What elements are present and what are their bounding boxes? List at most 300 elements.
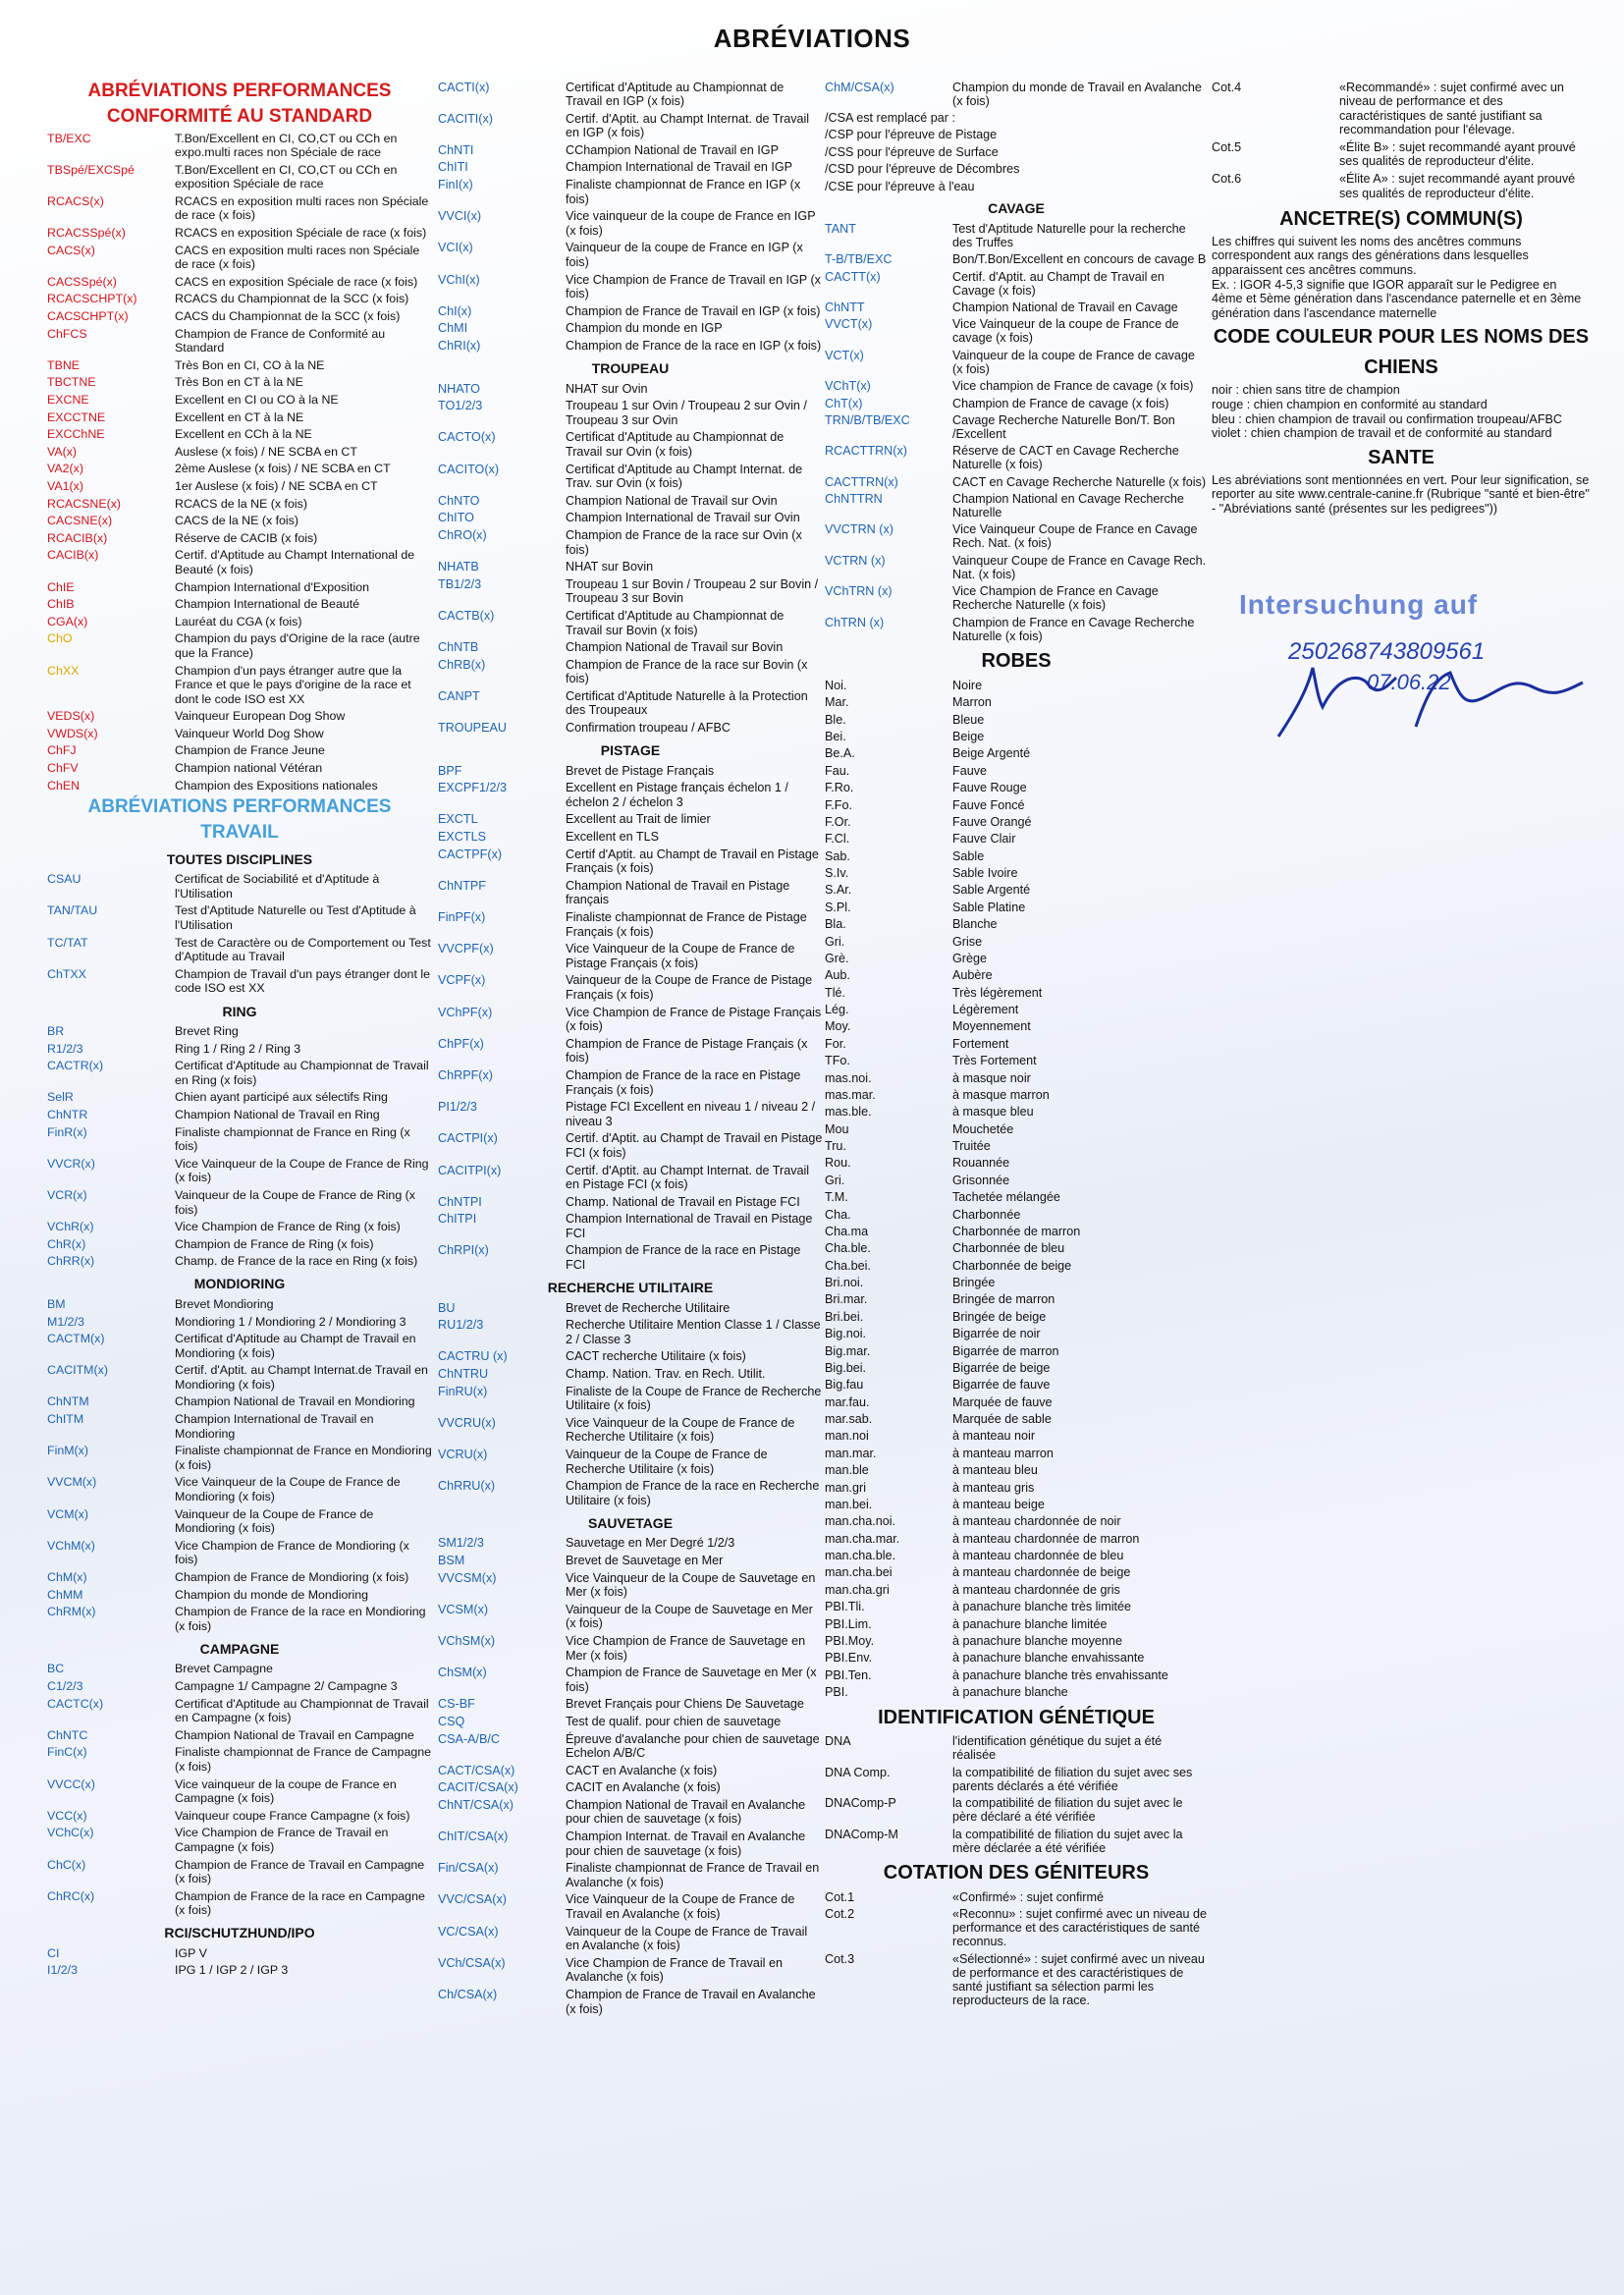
abbreviation-code: VCSM(x) bbox=[438, 1602, 489, 1616]
abbreviation-meaning: IGP V bbox=[175, 1945, 207, 1960]
abbreviation-meaning: la compatibilité de filiation du sujet avec le père déclaré a été vérifiée bbox=[952, 1796, 1183, 1825]
abbreviation-row bbox=[47, 1443, 432, 1474]
abbreviation-meaning: à panachure blanche bbox=[952, 1685, 1068, 1700]
abbreviation-row bbox=[825, 1274, 1208, 1290]
subsection-heading: RECHERCHE UTILITAIRE bbox=[547, 1280, 714, 1296]
abbreviation-meaning: Grisonnée bbox=[952, 1173, 1010, 1187]
abbreviation-row bbox=[825, 1826, 1208, 1856]
abbreviation-code: Tlé. bbox=[825, 985, 845, 1000]
abbreviation-code: mar.fau. bbox=[825, 1394, 870, 1409]
abbreviation-meaning: Bleue bbox=[952, 712, 985, 727]
abbreviation-meaning: Vice Champion de France de Travail en Avalanche (x fois) bbox=[566, 1955, 783, 1985]
abbreviation-row bbox=[825, 813, 1208, 830]
abbreviation-row bbox=[825, 1172, 1208, 1188]
abbreviation-row bbox=[825, 1257, 1208, 1274]
abbreviation-row bbox=[825, 1906, 1208, 1950]
abbreviation-code: man.gri bbox=[825, 1480, 866, 1495]
abbreviation-code: ChM(x) bbox=[47, 1570, 87, 1584]
abbreviation-row bbox=[47, 934, 432, 965]
abbreviation-meaning: à masque noir bbox=[952, 1070, 1031, 1085]
abbreviation-row bbox=[438, 271, 823, 302]
abbreviation-code: VVCRU(x) bbox=[438, 1415, 496, 1430]
abbreviation-meaning: à manteau chardonnée de marron bbox=[952, 1531, 1140, 1546]
abbreviation-meaning: à masque bleu bbox=[952, 1105, 1034, 1120]
abbreviation-row bbox=[438, 607, 823, 638]
abbreviation-row bbox=[47, 1744, 432, 1776]
abbreviation-row bbox=[438, 1730, 823, 1762]
abbreviation-row bbox=[47, 1726, 432, 1744]
abbreviation-code: F.Or. bbox=[825, 814, 851, 829]
abbreviation-row bbox=[47, 1295, 432, 1313]
abbreviation-code: ChO bbox=[47, 631, 73, 646]
abbreviation-row bbox=[825, 552, 1208, 582]
abbreviation-meaning: Tachetée mélangée bbox=[952, 1190, 1060, 1205]
abbreviation-meaning bbox=[979, 180, 1208, 193]
abbreviation-code: ChNTR bbox=[47, 1107, 88, 1121]
abbreviation-row bbox=[47, 662, 432, 708]
abbreviation-code: mas.mar. bbox=[825, 1087, 876, 1102]
abbreviation-meaning: à manteau chardonnée de gris bbox=[952, 1582, 1120, 1597]
abbreviation-row bbox=[825, 1950, 1208, 2008]
abbreviation-meaning: Certif. d'Aptitude au Champt International de Beauté (x fois) bbox=[175, 548, 415, 576]
abbreviation-row bbox=[438, 559, 823, 576]
abbreviation-meaning: Vainqueur de la Coupe de France de Travail en Avalanche (x fois) bbox=[566, 1924, 808, 1953]
abbreviation-meaning: Champion National de Travail en Cavage bbox=[952, 301, 1178, 315]
abbreviation-row bbox=[438, 338, 823, 355]
abbreviation-code: VChR(x) bbox=[47, 1220, 94, 1234]
abbreviation-code: ChI(x) bbox=[438, 303, 472, 318]
abbreviation-row bbox=[438, 159, 823, 177]
abbreviation-code: Cha.ma bbox=[825, 1224, 869, 1238]
section-heading: ABRÉVIATIONS PERFORMANCES bbox=[87, 795, 392, 817]
abbreviation-code: ChITM bbox=[47, 1412, 84, 1427]
abbreviation-code: /CSE pour l'épreuve à l'eau bbox=[825, 179, 975, 193]
abbreviation-row bbox=[438, 429, 823, 461]
abbreviation-meaning: à manteau chardonnée de beige bbox=[952, 1565, 1131, 1580]
abbreviation-code: ChFV bbox=[47, 761, 79, 776]
abbreviation-row bbox=[825, 268, 1208, 299]
abbreviation-row bbox=[47, 495, 432, 513]
abbreviation-meaning: 2ème Auslese (x fois) / NE SCBA en CT bbox=[175, 462, 391, 476]
abbreviation-meaning: Marron bbox=[952, 695, 992, 710]
abbreviation-code: ChNTM bbox=[47, 1394, 89, 1409]
abbreviation-row bbox=[825, 1104, 1208, 1120]
abbreviation-code: Moy. bbox=[825, 1019, 851, 1034]
abbreviation-meaning: Certificat d'Aptitude au Championnat de Travail en Campagne (x fois) bbox=[175, 1696, 429, 1725]
abbreviation-meaning: RCACS de la NE (x fois) bbox=[175, 496, 307, 511]
abbreviation-meaning: Champion de France en Cavage Recherche Naturelle (x fois) bbox=[952, 615, 1195, 643]
abbreviation-row bbox=[438, 1696, 823, 1714]
abbreviation-meaning: Certif. d'Aptit. au Champt Internat.de Travail en Mondioring (x fois) bbox=[175, 1363, 428, 1392]
abbreviation-code: PI1/2/3 bbox=[438, 1100, 477, 1115]
abbreviation-meaning: Finaliste de la Coupe de France de Recherche Utilitaire (x fois) bbox=[566, 1384, 822, 1413]
abbreviation-row bbox=[825, 1581, 1208, 1598]
abbreviation-code: Mar. bbox=[825, 695, 849, 710]
abbreviation-row bbox=[825, 521, 1208, 552]
abbreviation-code: PBI. bbox=[825, 1685, 848, 1700]
abbreviation-code: EXCNE bbox=[47, 393, 89, 407]
abbreviation-row bbox=[1212, 79, 1591, 138]
abbreviation-row bbox=[438, 79, 823, 110]
abbreviation-meaning: Test d'Aptitude Naturelle pour la recherche des Truffes bbox=[952, 221, 1186, 249]
abbreviation-code: VCR(x) bbox=[47, 1187, 87, 1202]
abbreviation-meaning: Vice Champion de France de Mondioring (x fois) bbox=[175, 1538, 409, 1567]
abbreviation-row bbox=[47, 578, 432, 596]
abbreviation-code: CACTO(x) bbox=[438, 430, 496, 445]
abbreviation-code: Ch/CSA(x) bbox=[438, 1988, 498, 2001]
abbreviation-row bbox=[825, 1445, 1208, 1461]
abbreviation-meaning: Vainqueur World Dog Show bbox=[175, 726, 324, 740]
abbreviation-row bbox=[47, 225, 432, 243]
abbreviation-code: VVCC(x) bbox=[47, 1776, 95, 1791]
abbreviation-code: EXCCTNE bbox=[47, 410, 106, 424]
abbreviation-meaning: Vainqueur de la coupe de France en IGP (x fois) bbox=[566, 241, 803, 270]
abbreviation-code: TO1/2/3 bbox=[438, 399, 483, 413]
abbreviation-code: RCACIB(x) bbox=[47, 530, 108, 545]
abbreviation-meaning: Champion de France de la race sur Bovin (x fois) bbox=[566, 657, 808, 686]
abbreviation-code: Rou. bbox=[825, 1156, 851, 1171]
abbreviation-row bbox=[825, 1733, 1208, 1764]
abbreviation-code: EXCChNE bbox=[47, 427, 105, 442]
abbreviation-meaning: Vice Vainqueur de la Coupe de France de Mondioring (x fois) bbox=[175, 1475, 401, 1504]
abbreviation-code: NHATO bbox=[438, 381, 480, 396]
subsection-heading: SAUVETAGE bbox=[587, 1514, 674, 1531]
abbreviation-code: TRN/B/TB/EXC bbox=[825, 412, 910, 427]
abbreviation-row bbox=[825, 1410, 1208, 1427]
abbreviation-code: CACITI(x) bbox=[438, 111, 493, 126]
abbreviation-meaning: Grise bbox=[952, 934, 983, 949]
abbreviation-meaning: Certif d'Aptit. au Champt de Travail en Pistage Français (x fois) bbox=[566, 847, 819, 876]
abbreviation-row bbox=[825, 1326, 1208, 1342]
abbreviation-code: PBI.Env. bbox=[825, 1651, 873, 1666]
section-heading: ROBES bbox=[981, 650, 1052, 673]
abbreviation-row bbox=[825, 1155, 1208, 1172]
abbreviation-meaning: Brevet Français pour Chiens De Sauvetage bbox=[566, 1697, 804, 1712]
abbreviation-row bbox=[438, 656, 823, 687]
abbreviation-code: T.M. bbox=[825, 1190, 848, 1205]
abbreviation-code: CI bbox=[47, 1945, 60, 1960]
abbreviation-meaning: Blanche bbox=[952, 917, 998, 932]
abbreviation-meaning: la compatibilité de filiation du sujet avec ses parents déclarés a été vérifiée bbox=[952, 1765, 1193, 1793]
abbreviation-meaning: Sable bbox=[952, 848, 985, 863]
abbreviation-meaning: Finaliste championnat de France de Travail en Avalanche (x fois) bbox=[566, 1861, 820, 1889]
abbreviation-code: Fau. bbox=[825, 763, 850, 778]
abbreviation-meaning: Charbonnée de beige bbox=[952, 1258, 1072, 1273]
abbreviation-row bbox=[47, 1123, 432, 1155]
abbreviation-meaning: Aubère bbox=[952, 968, 993, 983]
abbreviation-row bbox=[825, 847, 1208, 864]
abbreviation-row bbox=[438, 510, 823, 527]
abbreviation-meaning: Vainqueur de la Coupe de France de Ring (x fois) bbox=[175, 1187, 415, 1217]
abbreviation-row bbox=[825, 220, 1208, 250]
abbreviation-row bbox=[47, 192, 432, 224]
abbreviation-row bbox=[825, 1479, 1208, 1496]
abbreviation-code: F.Cl. bbox=[825, 832, 850, 847]
column-3 bbox=[825, 79, 1208, 2008]
abbreviation-meaning: Champion de France de cavage (x fois) bbox=[952, 396, 1169, 410]
abbreviation-code: VCT(x) bbox=[825, 348, 864, 362]
abbreviation-meaning: Certif. d'Aptit. au Champt Internat. de Travail en Pistage FCI (x fois) bbox=[566, 1163, 810, 1192]
abbreviation-code: Aub. bbox=[825, 968, 850, 983]
abbreviation-code: CACTPI(x) bbox=[438, 1131, 498, 1146]
abbreviation-row bbox=[825, 1650, 1208, 1667]
abbreviation-meaning: CACT en Cavage Recherche Naturelle (x fois) bbox=[952, 474, 1207, 489]
abbreviation-meaning: Brevet Campagne bbox=[175, 1662, 273, 1676]
abbreviation-row bbox=[47, 242, 432, 273]
abbreviation-row bbox=[825, 1137, 1208, 1154]
abbreviation-meaning: Certif. d'Aptit. au Champt de Travail en Cavage (x fois) bbox=[952, 269, 1164, 298]
abbreviation-meaning: Champion National de Travail en Avalanche pour chien de sauvetage (x fois) bbox=[566, 1797, 806, 1827]
abbreviation-meaning: à masque marron bbox=[952, 1087, 1050, 1102]
abbreviation-code: RCACSNE(x) bbox=[47, 496, 122, 511]
abbreviation-meaning: Champion de France de Sauvetage en Mer (x fois) bbox=[566, 1666, 817, 1694]
abbreviation-row bbox=[438, 1552, 823, 1569]
abbreviation-meaning: Charbonnée de marron bbox=[952, 1224, 1081, 1238]
abbreviation-meaning: Moyennement bbox=[952, 1019, 1031, 1034]
abbreviation-code: CACIB(x) bbox=[47, 548, 99, 563]
abbreviation-meaning: la compatibilité de filiation du sujet avec la mère déclarée a été vérifiée bbox=[952, 1827, 1183, 1855]
abbreviation-row bbox=[47, 409, 432, 426]
abbreviation-row bbox=[47, 1825, 432, 1856]
abbreviation-row bbox=[825, 1795, 1208, 1826]
abbreviation-row bbox=[438, 1535, 823, 1553]
abbreviation-row bbox=[47, 1155, 432, 1186]
abbreviation-row bbox=[825, 1223, 1208, 1239]
abbreviation-code: EXCPF1/2/3 bbox=[438, 781, 507, 795]
abbreviation-row bbox=[825, 1053, 1208, 1069]
abbreviation-meaning: à manteau gris bbox=[952, 1480, 1035, 1495]
abbreviation-meaning: «Recommandé» : sujet confirmé avec un niveau de performance et des caractéristiques de santé justifiant sa recommandation pour l'élevage. bbox=[1339, 80, 1564, 137]
abbreviation-row bbox=[47, 1331, 432, 1362]
abbreviation-code: Bei. bbox=[825, 730, 846, 744]
subsection-heading: CAVAGE bbox=[988, 200, 1045, 217]
abbreviation-meaning: Vice Vainqueur de la Coupe de France de Pistage Français (x fois) bbox=[566, 942, 795, 970]
abbreviation-meaning: Ring 1 / Ring 2 / Ring 3 bbox=[175, 1041, 301, 1056]
abbreviation-meaning: Champion Internat. de Travail en Avalanche pour chien de sauvetage (x fois) bbox=[566, 1830, 806, 1858]
abbreviation-row bbox=[825, 1086, 1208, 1103]
abbreviation-meaning: Champion de France de la race en Pistage FCI bbox=[566, 1243, 801, 1273]
abbreviation-code: ChRB(x) bbox=[438, 657, 486, 672]
abbreviation-row bbox=[47, 1393, 432, 1411]
abbreviation-meaning: Troupeau 1 sur Ovin / Troupeau 2 sur Ovin / Troupeau 3 sur Ovin bbox=[566, 399, 807, 427]
abbreviation-code: Big.noi. bbox=[825, 1327, 867, 1341]
abbreviation-row bbox=[438, 687, 823, 719]
abbreviation-code: ChRPI(x) bbox=[438, 1243, 489, 1258]
abbreviation-code: RCACTTRN(x) bbox=[825, 444, 907, 459]
abbreviation-row bbox=[438, 1211, 823, 1242]
abbreviation-row bbox=[47, 1807, 432, 1825]
abbreviation-meaning: Champion National de Travail en Ring bbox=[175, 1107, 380, 1121]
abbreviation-code: TROUPEAU bbox=[438, 721, 507, 736]
abbreviation-row bbox=[825, 411, 1208, 442]
abbreviation-code: CACITO(x) bbox=[438, 462, 500, 476]
abbreviation-code: VCPF(x) bbox=[438, 973, 486, 988]
abbreviation-code: VA(x) bbox=[47, 444, 78, 459]
abbreviation-row bbox=[825, 899, 1208, 915]
abbreviation-code: Mou bbox=[825, 1121, 849, 1136]
abbreviation-row bbox=[47, 742, 432, 760]
section-heading: IDENTIFICATION GÉNÉTIQUE bbox=[878, 1706, 1155, 1728]
abbreviation-meaning: Champion de France de la race en IGP (x fois) bbox=[566, 339, 822, 353]
abbreviation-meaning: Certificat d'Aptitude au Champt de Travail en Mondioring (x fois) bbox=[175, 1332, 416, 1360]
abbreviation-meaning: Très Fortement bbox=[952, 1054, 1037, 1068]
abbreviation-row bbox=[825, 614, 1208, 644]
abbreviation-meaning bbox=[1002, 145, 1208, 159]
abbreviation-code: ChXX bbox=[47, 663, 80, 678]
abbreviation-code: ChNTI bbox=[438, 142, 474, 157]
abbreviation-code: Cot.1 bbox=[825, 1889, 855, 1904]
abbreviation-code: VChSM(x) bbox=[438, 1633, 496, 1648]
abbreviation-code: ChNTPI bbox=[438, 1194, 482, 1209]
abbreviation-row bbox=[825, 1120, 1208, 1137]
abbreviation-row bbox=[438, 302, 823, 320]
abbreviation-code: ChFJ bbox=[47, 743, 77, 758]
abbreviation-code: PBI.Ten. bbox=[825, 1667, 872, 1682]
abbreviation-meaning: l'identification génétique du sujet a été réalisée bbox=[952, 1734, 1163, 1763]
abbreviation-row bbox=[438, 1348, 823, 1366]
abbreviation-code: VChT(x) bbox=[825, 379, 871, 394]
abbreviation-row bbox=[438, 1665, 823, 1696]
abbreviation-row bbox=[438, 1299, 823, 1317]
abbreviation-meaning: Excellent en CI ou CO à la NE bbox=[175, 393, 339, 407]
abbreviation-meaning: Mondioring 1 / Mondioring 2 / Mondioring 3 bbox=[175, 1314, 406, 1329]
abbreviation-code: Bri.bei. bbox=[825, 1309, 864, 1324]
section-heading: CONFORMITÉ AU STANDARD bbox=[106, 106, 373, 127]
abbreviation-row bbox=[825, 967, 1208, 984]
abbreviation-row bbox=[47, 1856, 432, 1887]
abbreviation-row bbox=[438, 1066, 823, 1098]
health-note: Les abréviations sont mentionnées en vert. Pour leur signification, se reporter au site www.centrale-canine.fr (Rubrique "santé et bien-être" - "Abréviations santé (présentes sur les pedigrees")) bbox=[1212, 472, 1590, 516]
abbreviation-meaning: Vice Vainqueur de la Coupe de France de Travail en Avalanche (x fois) bbox=[566, 1892, 795, 1922]
column-4 bbox=[1212, 79, 1591, 516]
abbreviation-row bbox=[47, 1944, 432, 1962]
abbreviation-row bbox=[47, 1586, 432, 1604]
abbreviation-code: ChEN bbox=[47, 778, 81, 792]
abbreviation-meaning: Excellent en TLS bbox=[566, 830, 659, 845]
abbreviation-row bbox=[47, 547, 432, 578]
abbreviation-row bbox=[438, 398, 823, 429]
abbreviation-meaning: «Reconnu» : sujet confirmé avec un niveau de performance et des caractéristiques de santé reconnus. bbox=[952, 1907, 1208, 1949]
abbreviation-meaning: CACT recherche Utilitaire (x fois) bbox=[566, 1349, 746, 1364]
abbreviation-meaning: Champion de France de Conformité au Standard bbox=[175, 326, 386, 355]
abbreviation-row bbox=[47, 1411, 432, 1443]
abbreviation-code: Lég. bbox=[825, 1003, 849, 1017]
abbreviation-code: Tru. bbox=[825, 1139, 846, 1154]
abbreviation-row bbox=[438, 1632, 823, 1664]
abbreviation-meaning: Champion National de Travail sur Ovin bbox=[566, 493, 778, 508]
abbreviation-row bbox=[438, 780, 823, 811]
abbreviation-meaning: Cavage Recherche Naturelle Bon/T. Bon /Excellent bbox=[952, 412, 1175, 441]
abbreviation-row bbox=[825, 1001, 1208, 1017]
abbreviation-meaning: Brevet de Sauvetage en Mer bbox=[566, 1553, 724, 1567]
subsection-heading: CAMPAGNE bbox=[199, 1640, 280, 1657]
abbreviation-meaning: Bringée de beige bbox=[952, 1309, 1047, 1324]
abbreviation-row bbox=[438, 208, 823, 240]
abbreviation-meaning: Vice Champion de France de Travail en IGP (x fois) bbox=[566, 272, 821, 301]
abbreviation-row bbox=[47, 1089, 432, 1107]
ancestor-example: Ex. : IGOR 4-5,3 signifie que IGOR apparaît sur le Pedigree en 4ème et 5ème génération dans l'ascendance paternelle et en 3ème génération dans l'ascendance maternelle bbox=[1212, 277, 1582, 320]
abbreviation-code: TAN/TAU bbox=[47, 903, 98, 918]
abbreviation-row bbox=[825, 1615, 1208, 1632]
ancestor-note: Les chiffres qui suivent les noms des ancêtres communs correspondent aux rangs des générations dans lesquelles apparaissent ces ancêtres communs. bbox=[1212, 234, 1529, 277]
abbreviation-code: VVCR(x) bbox=[47, 1156, 95, 1171]
abbreviation-meaning: CACS en exposition multi races non Spéciale de race (x fois) bbox=[175, 243, 420, 272]
abbreviation-meaning: Brevet Ring bbox=[175, 1024, 239, 1038]
abbreviation-code: M1/2/3 bbox=[47, 1314, 84, 1329]
subsection-heading: MONDIORING bbox=[193, 1276, 286, 1292]
abbreviation-code: F.Ro. bbox=[825, 781, 854, 795]
abbreviation-row bbox=[825, 916, 1208, 933]
abbreviation-code: Cot.3 bbox=[825, 1951, 855, 1966]
section-heading: COTATION DES GÉNITEURS bbox=[883, 1862, 1150, 1885]
abbreviation-row bbox=[47, 596, 432, 614]
abbreviation-row bbox=[825, 1496, 1208, 1512]
abbreviation-meaning: Lauréat du CGA (x fois) bbox=[175, 614, 302, 628]
abbreviation-code: ChRI(x) bbox=[438, 339, 481, 353]
abbreviation-meaning: «Confirmé» : sujet confirmé bbox=[952, 1889, 1104, 1904]
abbreviation-meaning: Finaliste championnat de France de Pistage Français (x fois) bbox=[566, 910, 807, 939]
abbreviation-code: BR bbox=[47, 1024, 65, 1038]
abbreviation-row bbox=[825, 316, 1208, 347]
abbreviation-meaning: NHAT sur Ovin bbox=[566, 381, 648, 396]
abbreviation-row bbox=[438, 941, 823, 972]
abbreviation-code: CACTM(x) bbox=[47, 1332, 105, 1346]
abbreviation-code: /CSA est remplacé par : bbox=[825, 111, 955, 126]
abbreviation-row bbox=[825, 490, 1208, 520]
abbreviation-code: EXCTL bbox=[438, 812, 478, 827]
abbreviation-row bbox=[825, 780, 1208, 796]
abbreviation-row bbox=[825, 1069, 1208, 1086]
abbreviation-row bbox=[47, 477, 432, 495]
abbreviation-meaning: Vice Champion de France de Travail en Campagne (x fois) bbox=[175, 1826, 389, 1854]
abbreviation-meaning: Truitée bbox=[952, 1139, 991, 1154]
stamp-date: 07.06.22 bbox=[1367, 670, 1451, 694]
abbreviation-row bbox=[438, 1162, 823, 1193]
abbreviation-code: ChRRU(x) bbox=[438, 1479, 496, 1494]
abbreviation-code: VVCPF(x) bbox=[438, 942, 494, 956]
abbreviation-row bbox=[825, 583, 1208, 614]
abbreviation-row bbox=[438, 240, 823, 271]
abbreviation-meaning: Bringée de marron bbox=[952, 1292, 1056, 1307]
abbreviation-code: S.Ar. bbox=[825, 883, 852, 898]
abbreviation-row bbox=[438, 380, 823, 398]
abbreviation-row bbox=[825, 762, 1208, 779]
abbreviation-code: Bri.mar. bbox=[825, 1292, 868, 1307]
abbreviation-code: VVCI(x) bbox=[438, 209, 482, 224]
abbreviation-meaning: Certificat d'Aptitude au Championnat de Travail sur Bovin (x fois) bbox=[566, 608, 785, 637]
abbreviation-meaning: Certificat de Sociabilité et d'Aptitude à l'Utilisation bbox=[175, 872, 380, 901]
abbreviation-meaning: Charbonnée de bleu bbox=[952, 1241, 1065, 1256]
abbreviation-row bbox=[825, 864, 1208, 881]
abbreviation-row bbox=[825, 1018, 1208, 1035]
abbreviation-code: ChTRN (x) bbox=[825, 615, 885, 629]
abbreviation-code: ChMM bbox=[47, 1587, 83, 1602]
abbreviation-row bbox=[438, 1130, 823, 1162]
abbreviation-row bbox=[825, 1393, 1208, 1410]
abbreviation-meaning: Champion International de Travail en Pistage FCI bbox=[566, 1212, 813, 1240]
color-code-line: rouge : chien champion en conformité au standard bbox=[1212, 397, 1488, 411]
abbreviation-meaning: Beige bbox=[952, 730, 985, 744]
abbreviation-code: DNAComp-M bbox=[825, 1827, 898, 1841]
abbreviation-meaning: Champion International de Travail sur Ovin bbox=[566, 511, 800, 525]
abbreviation-meaning: Vainqueur Coupe de France en Cavage Rech. Nat. (x fois) bbox=[952, 553, 1207, 581]
abbreviation-meaning: Champion National de Travail en Campagne bbox=[175, 1727, 414, 1742]
abbreviation-code: Cot.6 bbox=[1212, 172, 1242, 187]
abbreviation-meaning: Champion International de Travail en IGP bbox=[566, 160, 793, 175]
abbreviation-row bbox=[438, 1383, 823, 1414]
abbreviation-meaning: Charbonnée bbox=[952, 1207, 1021, 1222]
abbreviation-meaning: Vainqueur de la coupe de France de cavage (x fois) bbox=[952, 348, 1195, 376]
